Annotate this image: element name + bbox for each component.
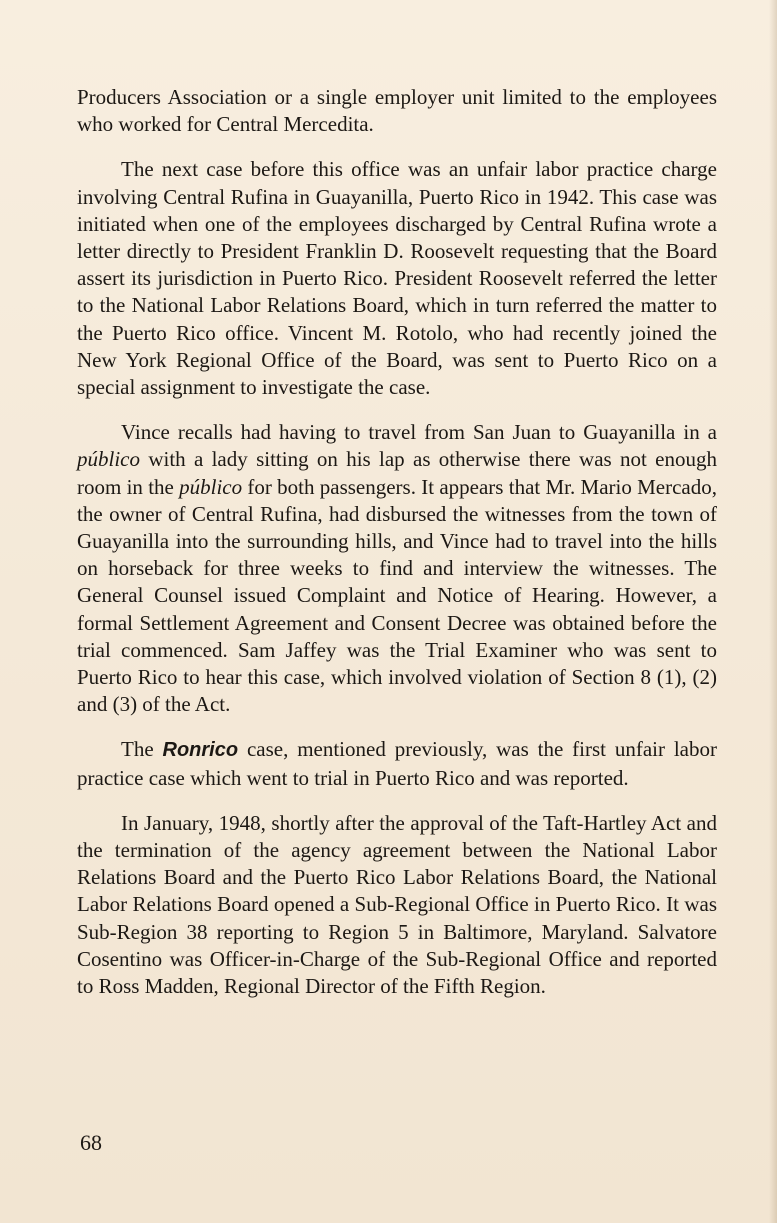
ronrico-case-name: Ronrico [162,739,239,762]
publico-term-1: público [77,447,140,472]
page-edge-shadow [769,0,777,1223]
publico-term-2: público [179,474,243,499]
body-text [77,84,717,1000]
paragraph-5: In January, 1948, shortly after the approval of the Taft-Hartley Act and the termination of the agency agreement between the National Labor Relations Board and the Puerto Rico Labor Relations Board, the National Labor Relations Board opened a Sub-Regional Office in Puerto Rico. It was Sub-Region 38 reporting to Region 5 in Baltimore, Maryland. Salvatore Cosentino was Officer-in-Charge of the Sub-Regional Office and reported to Ross Madden, Regional Director of the Fifth Region. [77,810,717,999]
paragraph-1: Producers Association or a single employer unit limited to the employees who worked for Central Mercedita. [77,85,717,137]
paragraph-3-part-3: for both passengers. It appears that Mr. Mario Mercado, the owner of Central Rufina, had disbursed the witnesses from the town of Guayanilla into the surrounding hills, and Vince had to travel into the hills on horseback for three weeks to find and interview the witnesses. The General Counsel issued Complaint and Notice of Hearing. However, a formal Settlement Agreement and Consent Decree was obtained before the trial commenced. Sam Jaffey was the Trial Examiner who was sent to Puerto Rico to hear this case, which involved violation of Section 8 (1), (2) and (3) of the Act. [77,474,717,717]
paragraph-3-part-1: Vince recalls had having to travel from San Juan to Guayanilla in a [121,420,717,445]
paragraph-4-part-2: case, mentioned previously, was the first unfair labor practice case which went to trial in Puerto Rico and was reported. [77,737,717,790]
paragraph-3-part-2: with a lady sitting on his lap as otherwise there was not enough room in the [77,447,717,499]
paragraph-4 [77,736,717,791]
paragraph-4-part-1: The [121,737,163,762]
paragraph-3 [77,419,717,718]
page-number: 68 [80,1130,102,1155]
paragraph-2: The next case before this office was an unfair labor practice charge involving Central Rufina in Guayanilla, Puerto Rico in 1942. This case was initiated when one of the employees discharged by Central Rufina wrote a letter directly to President Franklin D. Roosevelt requesting that the Board assert its jurisdiction in Puerto Rico. President Roosevelt referred the letter to the National Labor Relations Board, which in turn referred the matter to the Puerto Rico office. Vincent M. Rotolo, who had recently joined the New York Regional Office of the Board, was sent to Puerto Rico on a special assignment to investigate the case. [77,157,717,400]
